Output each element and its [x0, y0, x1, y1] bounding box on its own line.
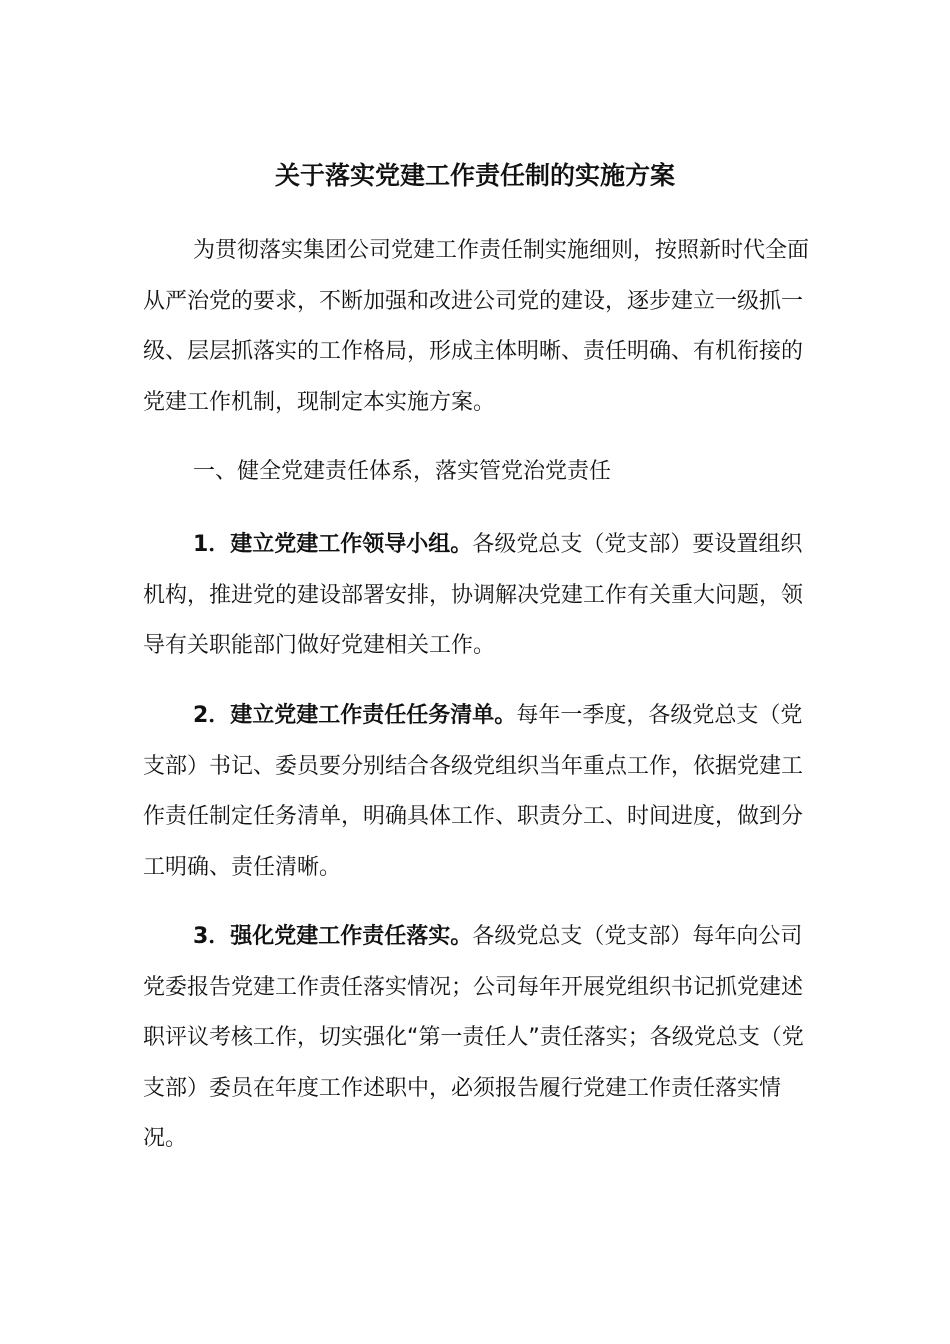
item-lead: 1．建立党建工作领导小组。	[193, 532, 473, 557]
list-item	[143, 912, 815, 1165]
item-lead: 3．强化党建工作责任落实。	[193, 924, 473, 949]
item-lead: 2．建立党建工作责任任务清单。	[193, 703, 517, 728]
item-text: 每年一季度，各级党总支（党支部）书记、委员要分别结合各级党组织当年重点工作，依据党建工作责任制定任务清单，明确具体工作、职责分工、时间进度，做到分工明确、责任清晰。	[143, 703, 804, 880]
list-item	[143, 520, 815, 672]
item-text: 各级党总支（党支部）要设置组织机构，推进党的建设部署安排，协调解决党建工作有关重大问题，领导有关职能部门做好党建相关工作。	[143, 532, 804, 658]
section-heading: 一、健全党建责任体系，落实管党治党责任	[193, 459, 612, 484]
intro-paragraph: 为贯彻落实集团公司党建工作责任制实施细则，按照新时代全面从严治党的要求，不断加强和改进公司党的建设，逐步建立一级抓一级、层层抓落实的工作格局，形成主体明晰、责任明确、有机衔接的党建工作机制，现制定本实施方案。	[143, 238, 810, 415]
document-title: 关于落实党建工作责任制的实施方案	[274, 161, 675, 190]
item-text: 各级党总支（党支部）每年向公司党委报告党建工作责任落实情况；公司每年开展党组织书记抓党建述职评议考核工作，切实强化“第一责任人”责任落实；各级党总支（党支部）委员在年度工作述职中，必须报告履行党建工作责任落实情况。	[143, 924, 804, 1151]
list-item	[143, 691, 815, 893]
